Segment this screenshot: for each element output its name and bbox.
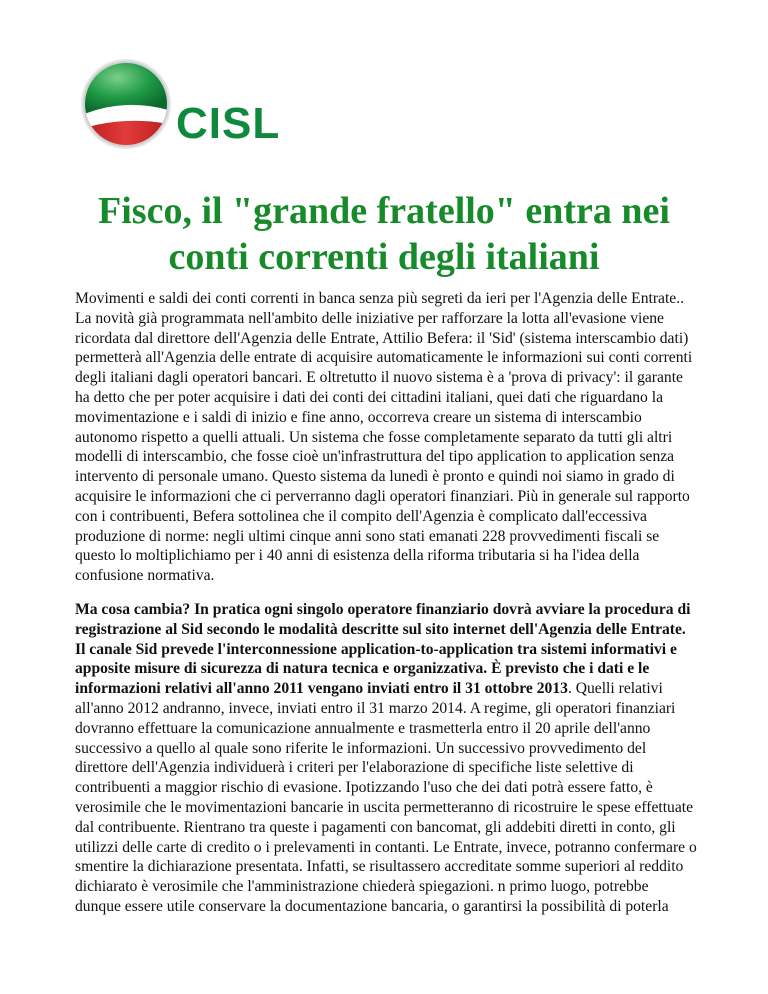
cisl-logo bbox=[80, 58, 300, 150]
article-body bbox=[75, 289, 697, 931]
cisl-emblem-icon bbox=[80, 58, 172, 150]
article-title: Fisco, il "grande fratello" entra nei conti correnti degli italiani bbox=[98, 190, 670, 278]
logo-text: CISL bbox=[176, 99, 281, 148]
paragraph-2-bold: Ma cosa cambia? In pratica ogni singolo operatore finanziario dovrà avviare la procedura di registrazione al Sid secondo le modalità descritte sul sito internet dell'Agenzia delle Entrate. Il canale Sid prevede l'interconnessione application-to-application tra sistemi informativi e apposite misure di sicurezza di natura tecnica e organizzativa. È previsto che i dati e le informazioni relativi all'anno 2011 vengano inviati entro il 31 ottobre 2013 bbox=[75, 600, 691, 698]
paragraph-2-rest: . Quelli relativi all'anno 2012 andranno, invece, inviati entro il 31 marzo 2014. A regime, gli operatori finanziari dovranno effettuare la comunicazione annualmente e trasmetterla entro il 20 aprile dell'anno successivo a quello al quale sono riferite le informazioni. Un successivo provvedimento del direttore dell'Agenzia individuerà i criteri per l'elaborazione di specifiche liste selettive di contribuenti a maggior rischio di evasione. Ipotizzando l'uso che dei dati potrà essere fatto, è verosimile che le movimentazioni bancarie in uscita permetteranno di ricostruire le spese effettuate dal contribuente. Rientrano tra queste i pagamenti con bancomat, gli addebiti diretti in conto, gli utilizzi delle carte di credito o i prelevamenti in contanti. Le Entrate, invece, potranno confermare o smentire la dichiarazione presentata. Infatti, se risultassero accreditate somme superiori al reddito dichiarato è verosimile che l'amministrazione chiederà spiegazioni. n primo luogo, potrebbe dunque essere utile conservare la documentazione bancaria, o garantirsi la possibilità di poterla bbox=[75, 680, 697, 915]
paragraph-1: Movimenti e saldi dei conti correnti in banca senza più segreti da ieri per l'Agenzia delle Entrate.. La novità già programmata nell'ambito delle iniziative per rafforzare la lotta all'evasione viene ricordata dal direttore dell'Agenzia delle Entrate, Attilio Befera: il 'Sid' (sistema interscambio dati) permetterà all'Agenzia delle entrate di acquisire automaticamente le informazioni sui conti correnti degli italiani dagli operatori bancari. E oltretutto il nuovo sistema è a 'prova di privacy': il garante ha detto che per poter acquisire i dati dei conti dei cittadini italiani, quei dati che riguardano la movimentazione e i saldi di inizio e fine anno, occorreva creare un sistema di interscambio autonomo rispetto a quelli attuali. Un sistema che fosse completamente separato da tutti gli altri modelli di interscambio, che fosse cioè un'infrastruttura del tipo application to application senza intervento di personale umano. Questo sistema da lunedì è pronto e quindi noi siamo in grado di acquisire le informazioni che ci perverranno dagli operatori finanziari. Più in generale sul rapporto con i contribuenti, Befera sottolinea che il compito dell'Agenzia è complicato dall'eccessiva produzione di norme: negli ultimi cinque anni sono stati emanati 228 provvedimenti fiscali se questo lo moltiplichiamo per i 40 anni di esistenza della riforma tributaria si ha l'idea della confusione normativa. bbox=[75, 290, 693, 585]
paragraph-2 bbox=[75, 600, 697, 917]
